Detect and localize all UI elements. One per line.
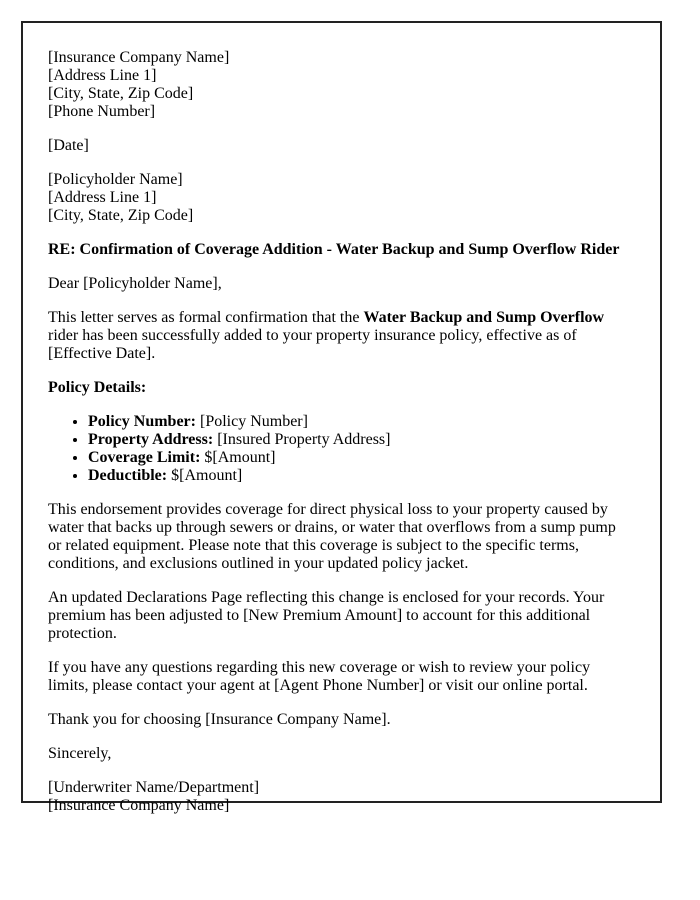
salutation: Dear [Policyholder Name], bbox=[48, 275, 222, 292]
recipient-address-line: [Address Line 1] bbox=[48, 189, 157, 206]
paragraph-thanks: Thank you for choosing [Insurance Company Name]. bbox=[48, 711, 391, 728]
signature-underwriter-line: [Underwriter Name/Department] bbox=[48, 779, 260, 796]
policy-detail-item-deductible bbox=[88, 467, 626, 485]
policy-details-list bbox=[48, 413, 626, 485]
sender-city-line: [City, State, Zip Code] bbox=[48, 85, 194, 102]
policy-detail-item-policy-number bbox=[88, 413, 626, 431]
confirmation-text-after: rider has been successfully added to your property insurance policy, effective as of [Effective Date]. bbox=[48, 327, 577, 362]
coverage-limit-value: $[Amount] bbox=[200, 449, 276, 466]
paragraph-confirmation bbox=[48, 309, 626, 363]
sender-phone-line: [Phone Number] bbox=[48, 103, 156, 120]
confirmation-rider-name: Water Backup and Sump Overflow bbox=[363, 309, 605, 326]
recipient-block bbox=[48, 171, 626, 225]
policy-number-label: Policy Number: bbox=[88, 413, 196, 430]
coverage-limit-label: Coverage Limit: bbox=[88, 449, 201, 466]
date-line: [Date] bbox=[48, 137, 89, 154]
property-address-label: Property Address: bbox=[88, 431, 214, 448]
confirmation-text-before: This letter serves as formal confirmation that the bbox=[48, 309, 364, 326]
paragraph-declarations: An updated Declarations Page reflecting this change is enclosed for your records. Your premium has been adjusted to [New Premium Amount] to account for this additional protection. bbox=[48, 589, 605, 642]
signature-company-line: [Insurance Company Name] bbox=[48, 797, 230, 814]
closing: Sincerely, bbox=[48, 745, 112, 762]
deductible-label: Deductible: bbox=[88, 467, 168, 484]
sender-company-line: [Insurance Company Name] bbox=[48, 49, 230, 66]
sender-address-line: [Address Line 1] bbox=[48, 67, 157, 84]
subject-line: RE: Confirmation of Coverage Addition - Water Backup and Sump Overflow Rider bbox=[48, 241, 620, 258]
letter-page bbox=[21, 21, 662, 814]
recipient-city-line: [City, State, Zip Code] bbox=[48, 207, 194, 224]
deductible-value: $[Amount] bbox=[167, 467, 243, 484]
paragraph-endorsement: This endorsement provides coverage for direct physical loss to your property caused by water that backs up through sewers or drains, or water that overflows from a sump pump or related equipment. Please note that this coverage is subject to the specific terms, conditions, and exclusions outlined in your updated policy jacket. bbox=[48, 501, 616, 572]
paragraph-questions: If you have any questions regarding this new coverage or wish to review your policy limits, please contact your agent at [Agent Phone Number] or visit our online portal. bbox=[48, 659, 591, 694]
sender-block bbox=[48, 49, 626, 121]
policy-details-heading: Policy Details: bbox=[48, 379, 147, 396]
policy-detail-item-property-address bbox=[88, 431, 626, 449]
policy-detail-item-coverage-limit bbox=[88, 449, 626, 467]
recipient-name-line: [Policyholder Name] bbox=[48, 171, 183, 188]
signature-block bbox=[48, 779, 626, 815]
policy-number-value: [Policy Number] bbox=[195, 413, 308, 430]
property-address-value: [Insured Property Address] bbox=[213, 431, 391, 448]
